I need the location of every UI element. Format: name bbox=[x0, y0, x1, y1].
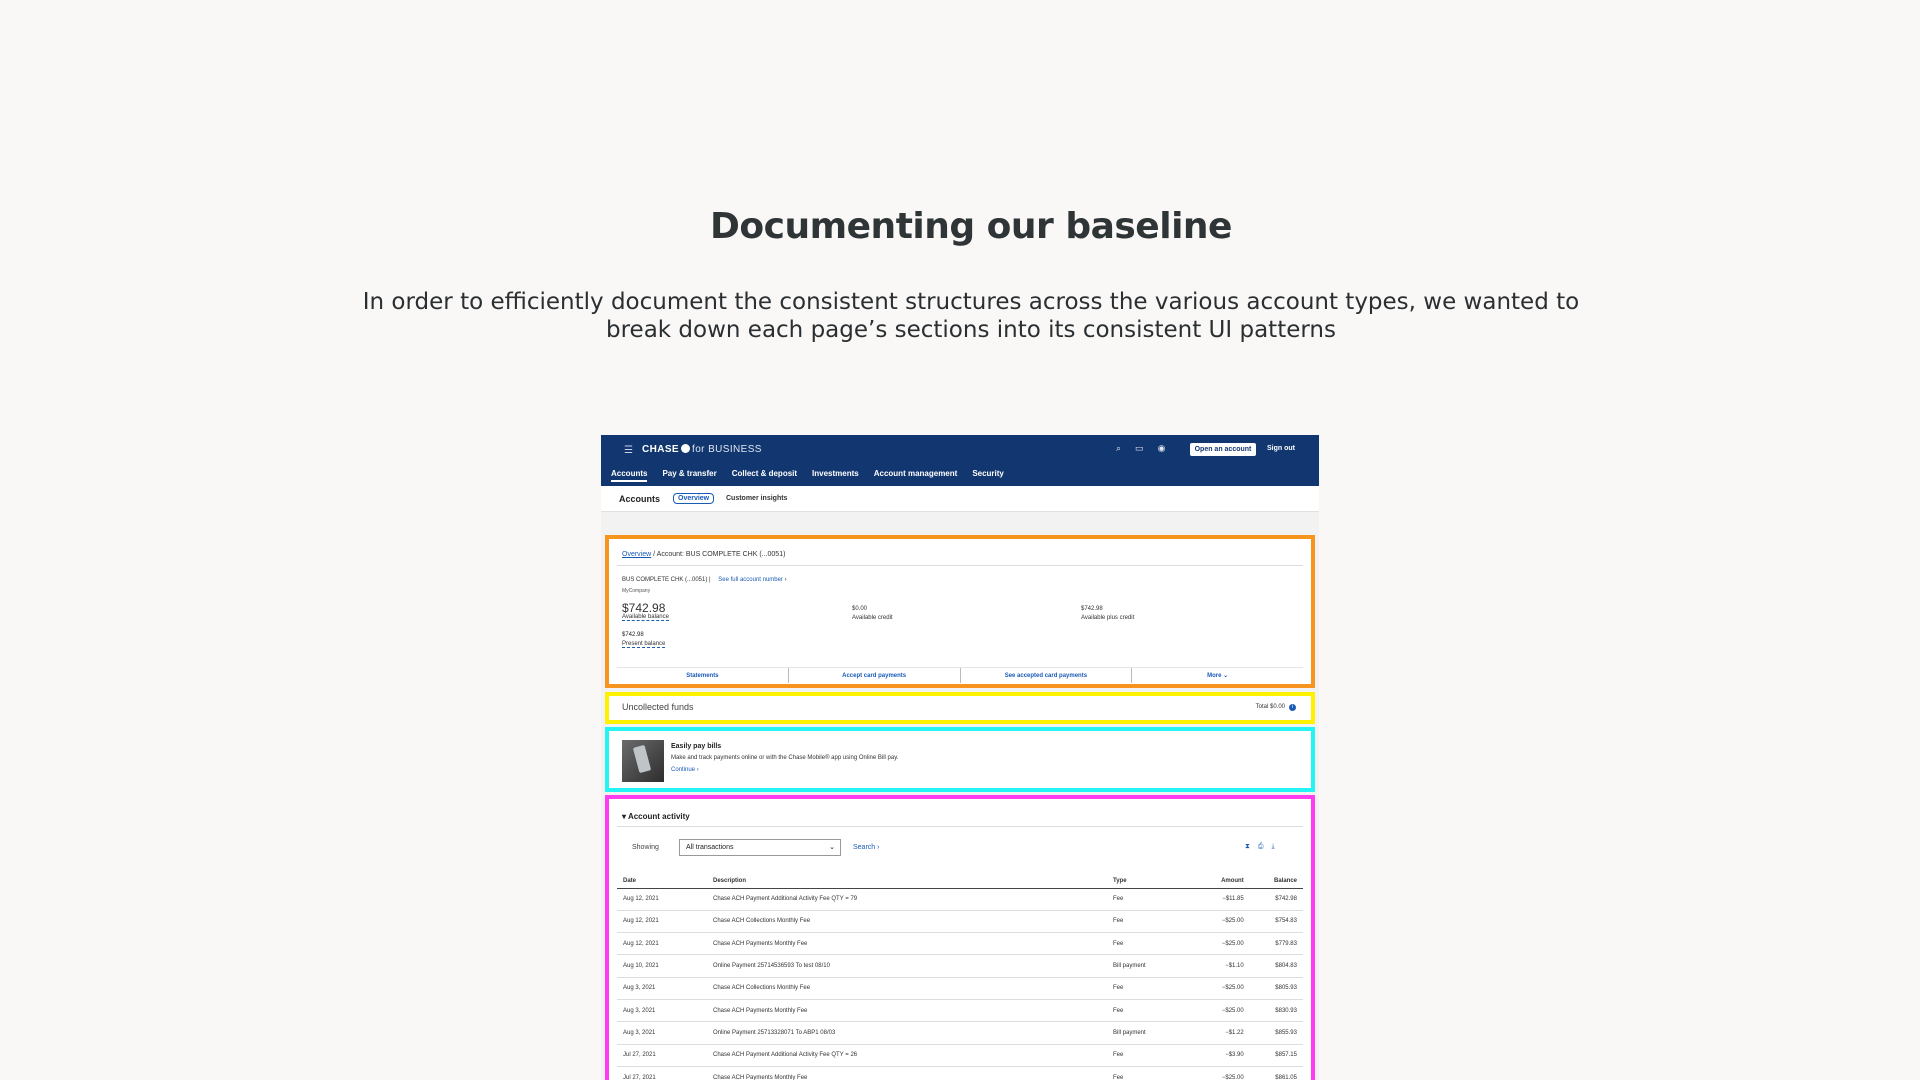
cell-balance: $779.83 bbox=[1250, 933, 1303, 955]
cell-amount: −$25.00 bbox=[1197, 910, 1250, 932]
nav-investments[interactable]: Investments bbox=[812, 469, 859, 478]
brand-logo[interactable] bbox=[642, 444, 762, 455]
nav-security[interactable]: Security bbox=[972, 469, 1004, 478]
more-button[interactable]: More ⌄ bbox=[1207, 673, 1229, 679]
table-row[interactable] bbox=[617, 955, 1303, 977]
cell-type: Bill payment bbox=[1107, 1022, 1197, 1044]
slide-title: Documenting our baseline bbox=[710, 206, 1232, 247]
subnav-title: Accounts bbox=[619, 494, 661, 504]
cell-type: Fee bbox=[1107, 933, 1197, 955]
cell-amount: −$11.85 bbox=[1197, 888, 1250, 910]
breadcrumb-overview-link[interactable]: Overview bbox=[622, 551, 652, 558]
more-label: More bbox=[1207, 673, 1222, 679]
download-icon[interactable]: ⤓ bbox=[1271, 843, 1275, 850]
table-row[interactable] bbox=[617, 1066, 1303, 1080]
column-date[interactable]: Date bbox=[617, 874, 707, 888]
table-row[interactable] bbox=[617, 1022, 1303, 1044]
divider bbox=[617, 826, 1303, 827]
top-icons bbox=[1116, 443, 1165, 454]
cell-balance: $805.93 bbox=[1250, 977, 1303, 999]
promo-link-label: Continue bbox=[671, 767, 696, 773]
cell-balance: $754.83 bbox=[1250, 910, 1303, 932]
column-balance: Balance bbox=[1250, 874, 1303, 888]
cell-balance: $857.15 bbox=[1250, 1044, 1303, 1066]
available-credit bbox=[852, 605, 893, 623]
available-credit-label: Available credit bbox=[852, 615, 893, 621]
accept-card-payments-button[interactable]: Accept card payments bbox=[789, 668, 961, 683]
uncollected-funds-total bbox=[1256, 704, 1296, 711]
cell-description: Chase ACH Collections Monthly Fee bbox=[707, 910, 1107, 932]
cell-date: Aug 12, 2021 bbox=[617, 888, 707, 910]
present-balance-value: $742.98 bbox=[622, 632, 644, 638]
table-header-row bbox=[617, 874, 1303, 888]
activity-tools bbox=[1245, 843, 1275, 851]
chase-screenshot bbox=[601, 435, 1319, 1080]
promo-section bbox=[605, 727, 1315, 792]
breadcrumb-current: Account: BUS COMPLETE CHK (...0051) bbox=[656, 551, 786, 558]
company-name: MyCompany bbox=[622, 588, 651, 594]
table-row[interactable] bbox=[617, 999, 1303, 1021]
breadcrumb bbox=[622, 551, 785, 558]
info-icon[interactable]: i bbox=[1289, 704, 1296, 711]
profile-icon[interactable]: ◉ bbox=[1157, 443, 1166, 453]
cell-amount: −$25.00 bbox=[1197, 933, 1250, 955]
available-credit-value: $0.00 bbox=[852, 606, 868, 612]
cell-amount: −$25.00 bbox=[1197, 977, 1250, 999]
cell-balance: $830.93 bbox=[1250, 999, 1303, 1021]
cell-type: Fee bbox=[1107, 1066, 1197, 1080]
filter-icon[interactable]: ⧗ bbox=[1245, 843, 1250, 850]
cell-description: Chase ACH Payments Monthly Fee bbox=[707, 999, 1107, 1021]
uncollected-total-value: Total $0.00 bbox=[1255, 704, 1285, 710]
account-activity-section bbox=[605, 795, 1315, 1080]
cell-date: Aug 10, 2021 bbox=[617, 955, 707, 977]
activity-title: Account activity bbox=[627, 812, 690, 821]
cell-type: Fee bbox=[1107, 977, 1197, 999]
account-actions bbox=[617, 667, 1303, 683]
breadcrumb-separator: / bbox=[653, 551, 656, 558]
column-type: Type bbox=[1107, 874, 1197, 888]
cell-date: Jul 27, 2021 bbox=[617, 1044, 707, 1066]
cell-description: Chase ACH Payment Additional Activity Fee QTY = 26 bbox=[707, 1044, 1107, 1066]
promo-text: Make and track payments online or with the Chase Mobile® app using Online Bill pay. bbox=[671, 755, 899, 761]
message-icon[interactable]: ▭ bbox=[1135, 443, 1144, 453]
cell-description: Online Payment 25713328071 To ABP1 08/03 bbox=[707, 1022, 1107, 1044]
column-description: Description bbox=[707, 874, 1107, 888]
cell-amount: −$1.10 bbox=[1197, 955, 1250, 977]
column-amount: Amount bbox=[1197, 874, 1250, 888]
tab-customer-insights[interactable]: Customer insights bbox=[726, 495, 788, 502]
activity-search-link[interactable]: Search › bbox=[853, 844, 880, 851]
account-summary-section bbox=[605, 535, 1315, 688]
account-name: BUS COMPLETE CHK (...0051) bbox=[622, 577, 708, 583]
available-balance-label[interactable]: Available balance bbox=[622, 614, 669, 620]
brand-name: CHASE bbox=[642, 444, 680, 455]
cell-date: Aug 3, 2021 bbox=[617, 977, 707, 999]
cell-date: Jul 27, 2021 bbox=[617, 1066, 707, 1080]
transaction-filter-select[interactable] bbox=[679, 839, 841, 856]
nav-pay-transfer[interactable]: Pay & transfer bbox=[662, 469, 717, 478]
print-icon[interactable]: ⎙ bbox=[1257, 843, 1264, 850]
table-row[interactable] bbox=[617, 888, 1303, 910]
activity-table bbox=[617, 874, 1303, 1080]
account-name-row: BUS COMPLETE CHK (...0051) | See full account number › bbox=[622, 577, 787, 583]
cell-amount: −$1.22 bbox=[1197, 1022, 1250, 1044]
cell-date: Aug 12, 2021 bbox=[617, 910, 707, 932]
cell-date: Aug 12, 2021 bbox=[617, 933, 707, 955]
nav-accounts[interactable]: Accounts bbox=[611, 469, 647, 482]
nav-collect-deposit[interactable]: Collect & deposit bbox=[731, 469, 798, 478]
cell-type: Fee bbox=[1107, 910, 1197, 932]
sub-nav bbox=[601, 486, 1319, 512]
phone-image bbox=[622, 740, 664, 782]
cell-description: Online Payment 25714536593 To test 08/10 bbox=[707, 955, 1107, 977]
promo-continue-link[interactable]: Continue › bbox=[671, 767, 699, 773]
cell-description: Chase ACH Payments Monthly Fee bbox=[707, 1066, 1107, 1080]
cell-type: Fee bbox=[1107, 999, 1197, 1021]
cell-description: Chase ACH Collections Monthly Fee bbox=[707, 977, 1107, 999]
uncollected-funds-section bbox=[605, 692, 1315, 724]
slide-subtitle: In order to efficiently document the consistent structures across the various account types, we wanted to break down each page’s sections into its consistent UI patterns bbox=[362, 289, 1580, 343]
cell-type: Fee bbox=[1107, 1044, 1197, 1066]
cell-description: Chase ACH Payment Additional Activity Fee QTY = 79 bbox=[707, 888, 1107, 910]
uncollected-funds-label: Uncollected funds bbox=[622, 702, 694, 712]
cell-amount: −$25.00 bbox=[1197, 999, 1250, 1021]
table-row[interactable] bbox=[617, 933, 1303, 955]
search-icon[interactable]: ⌕ bbox=[1116, 443, 1122, 453]
table-row[interactable] bbox=[617, 977, 1303, 999]
cell-balance: $742.98 bbox=[1250, 888, 1303, 910]
divider bbox=[617, 565, 1303, 566]
search-label: Search bbox=[853, 844, 876, 851]
cell-type: Fee bbox=[1107, 888, 1197, 910]
full-account-number-link[interactable]: See full account number bbox=[718, 577, 783, 583]
available-plus-credit-label: Available plus credit bbox=[1081, 615, 1135, 621]
cell-type: Bill payment bbox=[1107, 955, 1197, 977]
open-account-button[interactable]: Open an account bbox=[1190, 443, 1256, 456]
available-balance-value: $742.98 bbox=[622, 601, 666, 615]
see-accepted-card-payments-button[interactable]: See accepted card payments bbox=[961, 668, 1133, 683]
cell-balance: $855.93 bbox=[1250, 1022, 1303, 1044]
nav-account-management[interactable]: Account management bbox=[873, 469, 958, 478]
cell-date: Aug 3, 2021 bbox=[617, 999, 707, 1021]
present-balance-label[interactable]: Present balance bbox=[622, 641, 666, 647]
available-plus-credit bbox=[1081, 605, 1134, 623]
cell-amount: −$3.90 bbox=[1197, 1044, 1250, 1066]
cell-balance: $861.05 bbox=[1250, 1066, 1303, 1080]
cell-balance: $804.83 bbox=[1250, 955, 1303, 977]
statements-button[interactable]: Statements bbox=[617, 668, 789, 683]
chevron-down-icon: ⌄ bbox=[829, 844, 835, 851]
brand-suffix: for BUSINESS bbox=[692, 444, 762, 455]
tab-overview[interactable]: Overview bbox=[673, 493, 714, 504]
sign-out-link[interactable]: Sign out bbox=[1267, 445, 1295, 452]
main-nav bbox=[611, 469, 1004, 482]
hamburger-menu-icon[interactable]: ☰ bbox=[624, 445, 633, 456]
cell-amount: −$25.00 bbox=[1197, 1066, 1250, 1080]
promo-title: Easily pay bills bbox=[671, 743, 722, 750]
available-plus-credit-value: $742.98 bbox=[1081, 606, 1103, 612]
chase-octagon-icon bbox=[681, 444, 690, 453]
table-row[interactable] bbox=[617, 1044, 1303, 1066]
table-row[interactable] bbox=[617, 910, 1303, 932]
cell-description: Chase ACH Payments Monthly Fee bbox=[707, 933, 1107, 955]
filter-value: All transactions bbox=[686, 844, 734, 851]
activity-header[interactable]: ▾ Account activity bbox=[622, 812, 690, 821]
top-bar bbox=[601, 435, 1319, 486]
cell-date: Aug 3, 2021 bbox=[617, 1022, 707, 1044]
showing-label: Showing bbox=[632, 844, 659, 851]
